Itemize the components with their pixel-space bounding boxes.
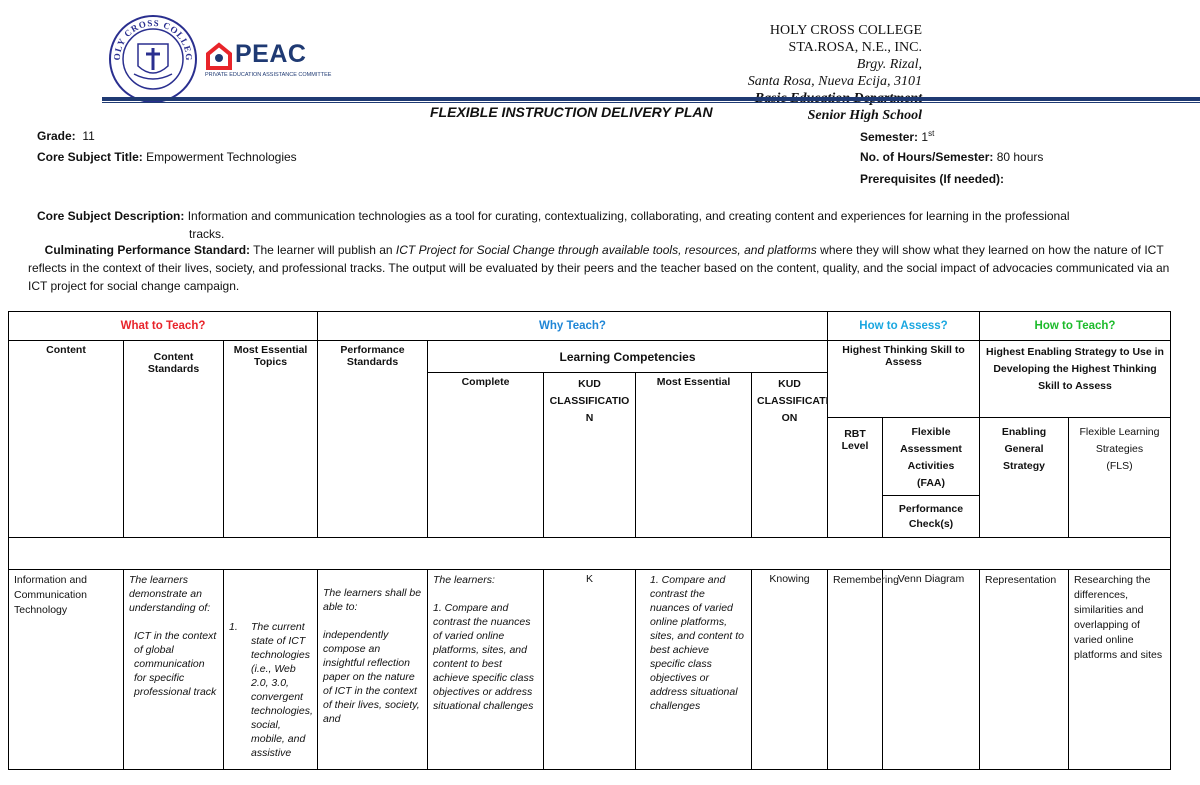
- how-to-assess-header: How to Assess?: [828, 312, 980, 341]
- college-sub: STA.ROSA, N.E., INC.: [788, 40, 922, 55]
- enabling-general-header: Enabling General Strategy: [980, 418, 1069, 538]
- peac-wordmark: PEAC: [235, 40, 307, 68]
- cell-fls: Researching the differences, similarities and overlapping of varied online platforms and sites: [1069, 570, 1171, 770]
- most-essential-header: Most Essential: [636, 373, 752, 538]
- how-to-teach-header: How to Teach?: [980, 312, 1171, 341]
- cell-kud-2: Knowing: [752, 570, 828, 770]
- what-to-teach-header: What to Teach?: [9, 312, 318, 341]
- kud-classification-header-1: KUD CLASSIFICATIO N: [544, 373, 636, 538]
- peac-logo: [205, 40, 332, 82]
- header-rule-thin: [102, 102, 1200, 103]
- subject-line: Core Subject Title: Empowerment Technologies: [37, 150, 297, 164]
- performance-standards-header: Performance Standards: [318, 341, 428, 538]
- cell-enabling: Representation: [980, 570, 1069, 770]
- content-header: Content: [9, 341, 124, 538]
- plan-table: [8, 311, 1171, 770]
- school-level: Senior High School: [807, 108, 922, 123]
- cell-content-standards: The learners demonstrate an understanding of: ICT in the context of global communication for specific professional track: [124, 570, 224, 770]
- cell-kud-1: K: [544, 570, 636, 770]
- prereq-line: Prerequisites (If needed):: [860, 172, 1005, 186]
- address-line-2: Santa Rosa, Nueva Ecija, 3101: [747, 74, 922, 89]
- complete-header: Complete: [428, 373, 544, 538]
- document-title: FLEXIBLE INSTRUCTION DELIVERY PLAN: [430, 104, 713, 120]
- subject-description: Core Subject Description: Information and communication technologies as a tool for curating, contextualizing, collaborating, and creating content and experiences for learning in the professional tracks.: [37, 209, 1070, 241]
- spacer-row: [9, 538, 1171, 570]
- fls-header: Flexible Learning Strategies (FLS): [1069, 418, 1171, 538]
- college-name: HOLY CROSS COLLEGE: [769, 23, 922, 38]
- header-rule: [102, 97, 1200, 101]
- highest-enabling-header: Highest Enabling Strategy to Use in Developing the Highest Thinking Skill to Assess: [980, 341, 1171, 418]
- rbt-level-header: RBT Level: [828, 418, 883, 538]
- hours-line: No. of Hours/Semester: 80 hours: [860, 150, 1044, 164]
- highest-thinking-header: Highest Thinking Skill to Assess: [828, 341, 980, 418]
- kud-classification-header-2: KUD CLASSIFICATI ON: [752, 373, 828, 538]
- faa-header: Flexible Assessment Activities (FAA): [883, 418, 980, 496]
- semester-line: Semester: 1st: [860, 129, 935, 144]
- address-line-1: Brgy. Rizal,: [856, 57, 922, 72]
- performance-check-header: Performance Check(s): [883, 496, 980, 538]
- cell-content: Information and Communication Technology: [9, 570, 124, 770]
- college-seal-logo: [108, 14, 198, 104]
- cell-essential-topics: 1. The current state of ICT technologies (i.e., Web 2.0, 3.0, convergent technologies, social, mobile, and assistive: [224, 570, 318, 770]
- essential-topics-header: Most Essential Topics: [224, 341, 318, 538]
- content-standards-header: Content Standards: [124, 341, 224, 538]
- college-header: [748, 22, 922, 124]
- cell-performance-standards: The learners shall be able to: independently compose an insightful reflection paper on the nature of ICT in the context of their lives, society, and: [318, 570, 428, 770]
- why-teach-header: Why Teach?: [318, 312, 828, 341]
- cell-faa: Venn Diagram: [883, 570, 980, 770]
- grade-line: Grade: 11: [37, 129, 95, 143]
- cell-complete: The learners: 1. Compare and contrast the nuances of varied online platforms, sites, and content to best achieve specific class objectives or address situational challenges: [428, 570, 544, 770]
- cell-rbt-level: Remembering: [828, 570, 883, 770]
- svg-text:HOLY CROSS COLLEGE: OLY CROSS COLLEG: [111, 17, 195, 62]
- culminating-standard: Culminating Performance Standard: The learner will publish an ICT Project for Social Change through available tools, resources, and platforms where they will show what they learned on how the nature of ICT reflects in the context of their lives, society, and professional tracks. The output will be evaluated by their peers and the teacher based on the content, quality, and the social impact of advocacies communicated via an ICT project for social change campaign.: [28, 243, 1170, 293]
- peac-subtitle: PRIVATE EDUCATION ASSISTANCE COMMITTEE: [205, 72, 332, 78]
- cell-most-essential: 1. Compare and contrast the nuances of varied online platforms, sites, and content to best achieve specific class objectives or address situational challenges: [636, 570, 752, 770]
- learning-competencies-header: Learning Competencies: [428, 341, 828, 373]
